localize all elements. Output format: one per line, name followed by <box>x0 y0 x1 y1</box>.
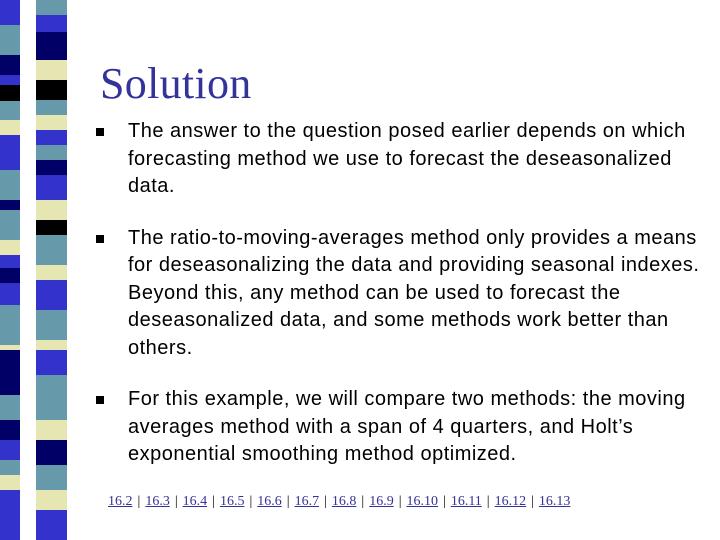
stripe-block <box>0 240 20 255</box>
stripe-block <box>36 310 67 340</box>
stripe-block <box>0 85 20 101</box>
square-bullet-icon <box>96 396 104 404</box>
stripe-block <box>36 350 67 375</box>
stripe-block <box>36 32 67 60</box>
stripe-block <box>36 60 67 80</box>
nav-link-16-2[interactable]: 16.2 <box>108 494 133 509</box>
nav-link-16-10[interactable]: 16.10 <box>406 494 438 509</box>
stripe-block <box>36 220 67 235</box>
decorative-stripe <box>0 0 72 540</box>
slide-title: Solution <box>100 59 252 108</box>
stripe-block <box>36 130 67 145</box>
stripe-block <box>0 255 20 268</box>
nav-link-16-4[interactable]: 16.4 <box>182 494 208 509</box>
stripe-block <box>0 135 20 170</box>
stripe-block <box>0 25 20 55</box>
bullet-text: The answer to the question posed earlier depends on which forecasting method we use to forecast the deseasonalized data. <box>128 120 686 197</box>
stripe-block <box>0 170 20 200</box>
nav-separator: | <box>443 494 446 509</box>
stripe-block <box>0 490 20 540</box>
stripe-block <box>36 265 67 280</box>
nav-link-16-3[interactable]: 16.3 <box>145 494 170 509</box>
stripe-block <box>36 490 67 510</box>
stripe-block <box>0 210 20 240</box>
stripe-block <box>0 475 20 490</box>
stripe-block <box>36 175 67 200</box>
section-nav <box>108 494 570 510</box>
stripe-block <box>36 15 67 32</box>
nav-link-16-5[interactable]: 16.5 <box>219 494 245 509</box>
stripe-block <box>0 305 20 345</box>
stripe-block <box>36 280 67 310</box>
nav-separator: | <box>531 494 534 509</box>
stripe-block <box>36 465 67 490</box>
stripe-block <box>36 510 67 540</box>
stripe-block <box>36 160 67 175</box>
stripe-block <box>0 120 20 135</box>
nav-separator: | <box>361 494 365 509</box>
nav-link-16-6[interactable]: 16.6 <box>257 494 282 509</box>
nav-separator: | <box>324 494 327 509</box>
nav-separator: | <box>286 494 290 509</box>
nav-link-16-8[interactable]: 16.8 <box>331 494 357 509</box>
stripe-block <box>0 395 20 420</box>
stripe-block <box>0 420 20 440</box>
nav-separator: | <box>398 494 402 509</box>
stripe-block <box>0 55 20 75</box>
list-item <box>96 386 706 469</box>
list-item <box>96 225 706 363</box>
stripe-block <box>0 350 20 395</box>
stripe-block <box>36 235 67 265</box>
bullet-text: The ratio-to-moving-averages method only provides a means for deseasonalizing the data and providing seasonal indexes. Beyond this, any method can be used to forecast the deseasonalized data, and some methods work better than others. <box>128 226 700 359</box>
square-bullet-icon <box>96 235 104 243</box>
stripe-block <box>36 420 67 440</box>
nav-link-16-9[interactable]: 16.9 <box>369 494 394 509</box>
stripe-block <box>36 100 67 115</box>
nav-link-16-12[interactable]: 16.12 <box>494 494 527 509</box>
nav-link-16-7[interactable]: 16.7 <box>294 494 320 509</box>
stripe-block <box>36 440 67 465</box>
bullet-list <box>96 118 706 469</box>
stripe-block <box>0 268 20 283</box>
stripe-block <box>0 101 20 120</box>
nav-link-16-13[interactable]: 16.13 <box>538 494 571 509</box>
stripe-block <box>36 80 67 100</box>
stripe-block <box>36 340 67 350</box>
stripe-block <box>36 200 67 220</box>
nav-separator: | <box>174 494 178 509</box>
square-bullet-icon <box>96 128 104 136</box>
stripe-block <box>0 0 20 25</box>
nav-separator: | <box>249 494 253 509</box>
stripe-block <box>0 460 20 475</box>
list-item <box>96 118 706 201</box>
stripe-block <box>0 200 20 210</box>
nav-separator: | <box>212 494 215 509</box>
nav-separator: | <box>137 494 141 509</box>
nav-separator: | <box>486 494 490 509</box>
stripe-block <box>36 115 67 130</box>
stripe-block <box>0 75 20 85</box>
stripe-block <box>36 375 67 420</box>
bullet-text: For this example, we will compare two methods: the moving averages method with a span of 4 quarters, and Holt’s exponential smoothing method optimized. <box>128 388 686 465</box>
stripe-block <box>0 283 20 305</box>
stripe-block <box>36 0 67 15</box>
nav-link-16-11[interactable]: 16.11 <box>450 494 482 509</box>
stripe-block <box>0 440 20 460</box>
stripe-block <box>36 145 67 160</box>
